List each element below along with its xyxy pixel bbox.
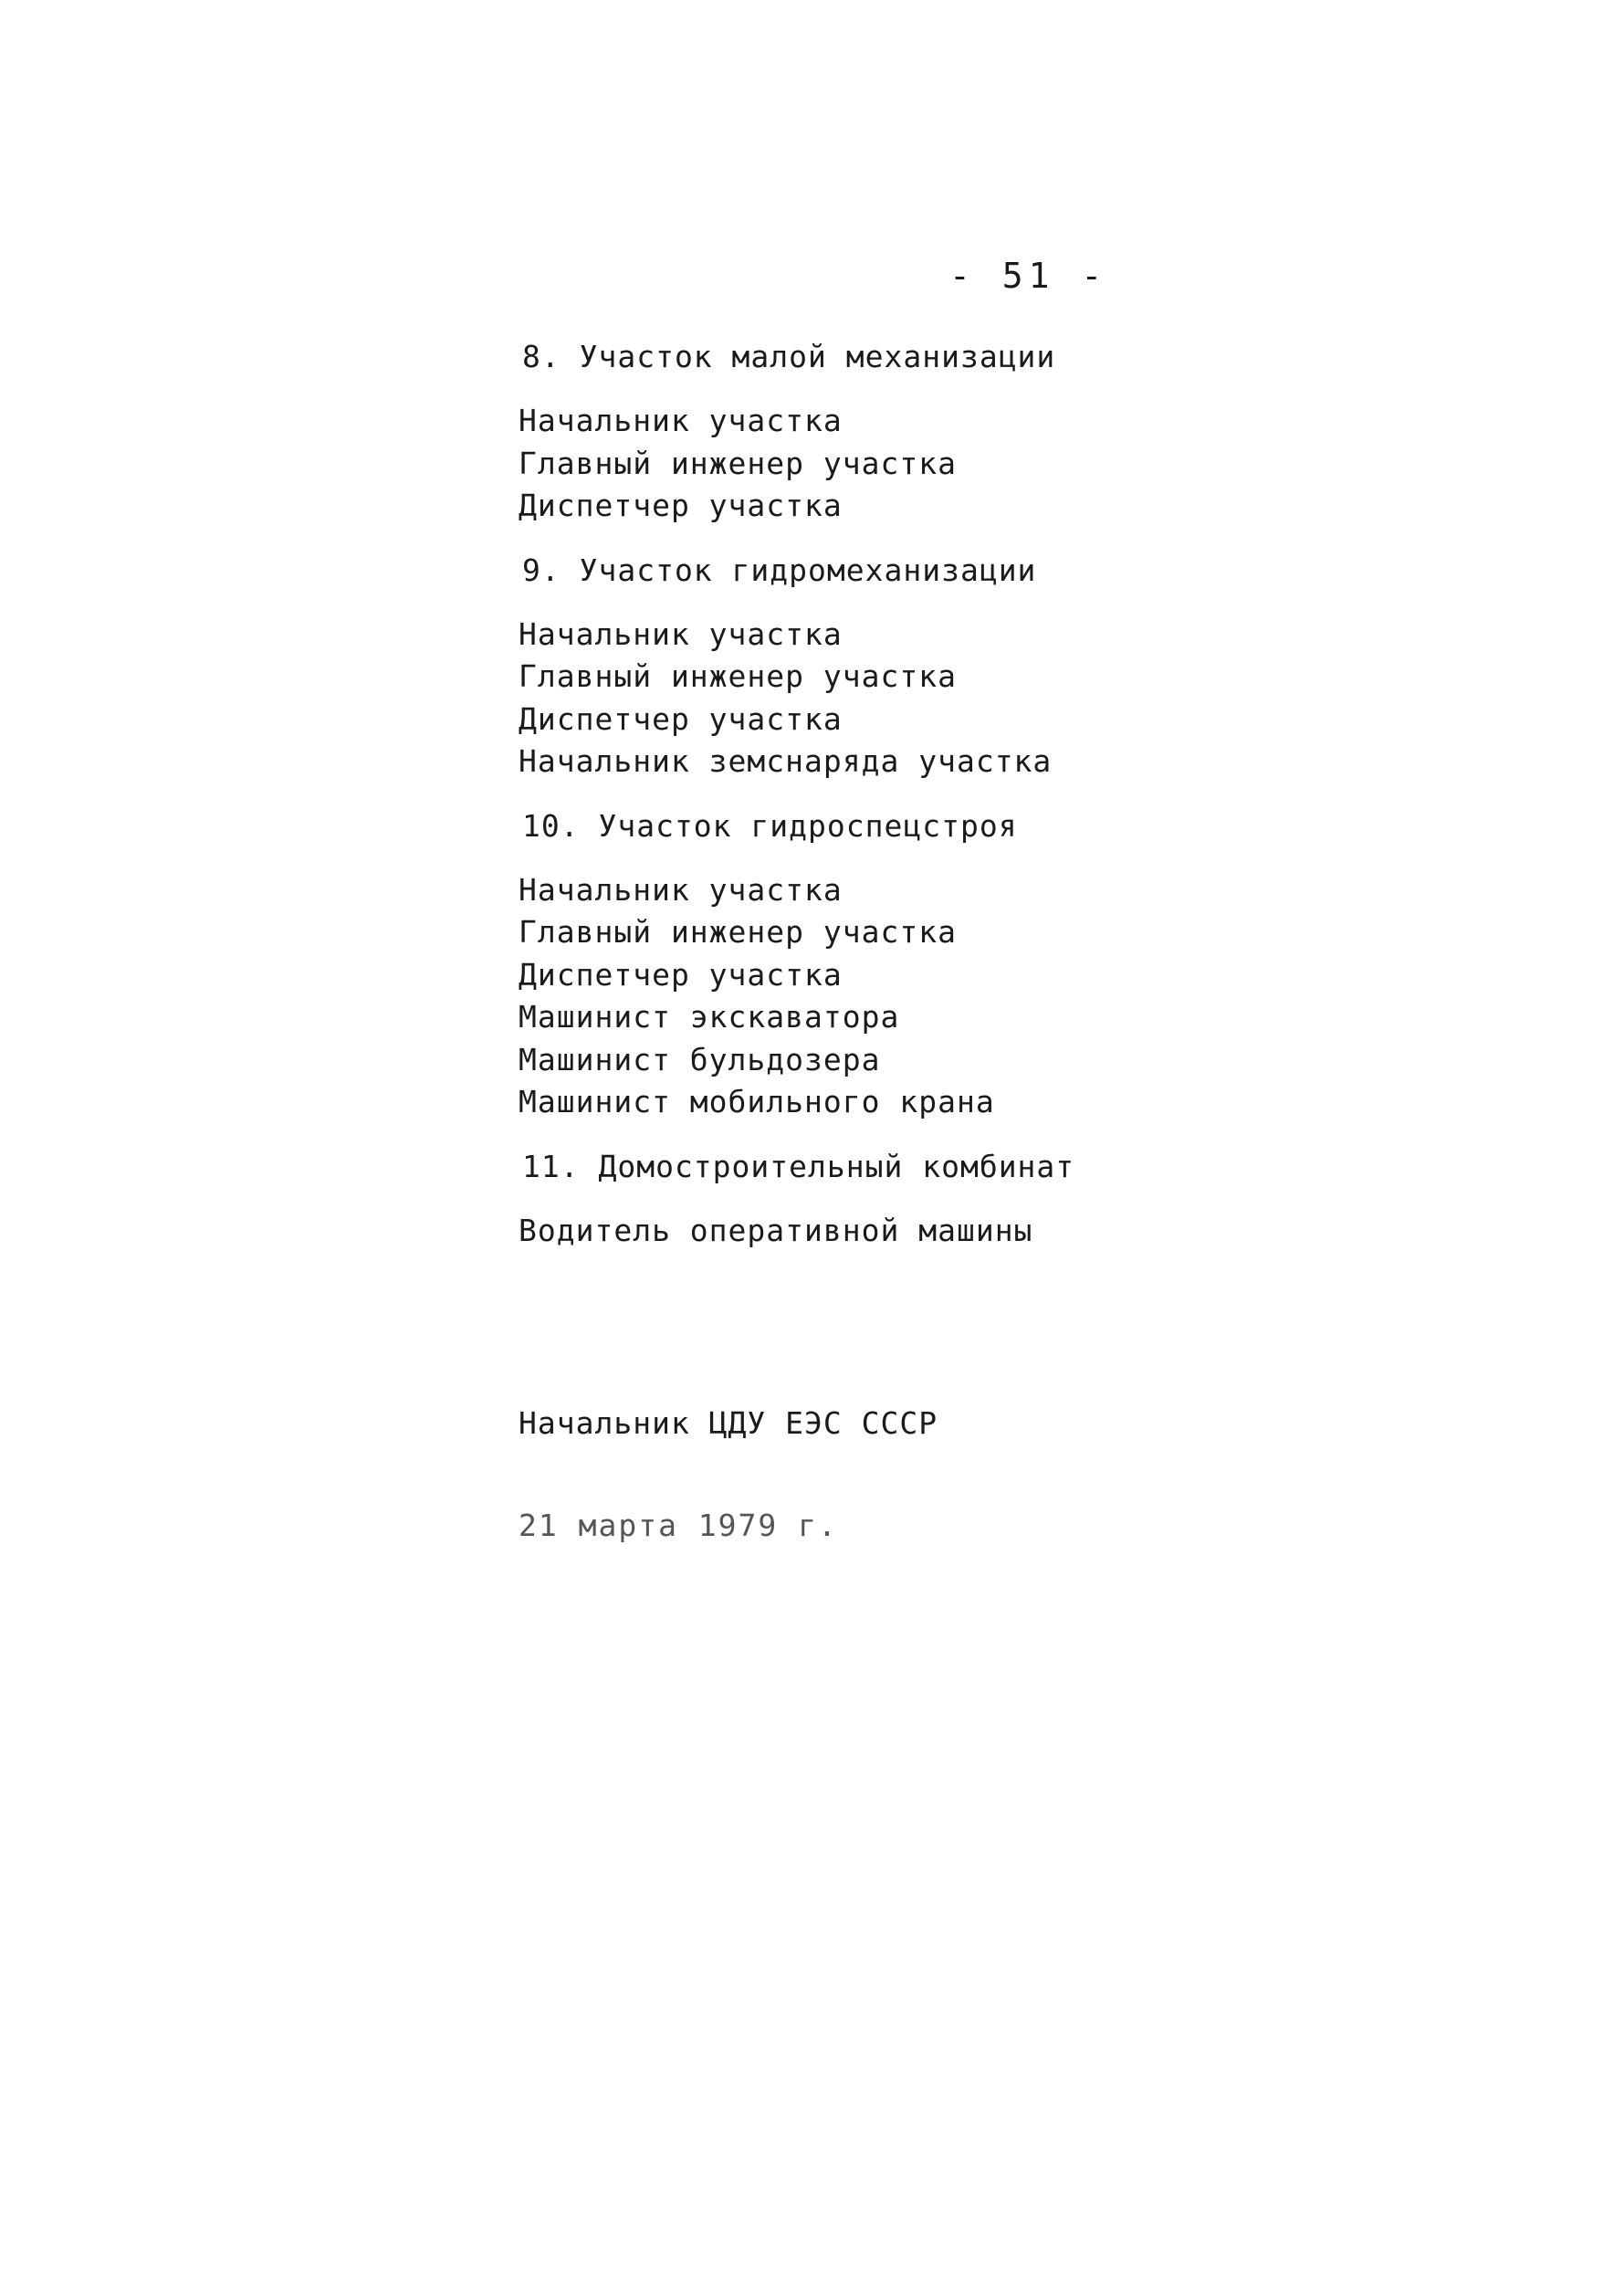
position-item: Начальник участка [519, 871, 843, 908]
section-heading: 10. Участок гидроспецстроя [522, 807, 1018, 844]
positions-list [519, 336, 1139, 1274]
position-item: Начальник участка [519, 615, 843, 652]
position-item: Машинист экскаватора [519, 999, 900, 1035]
position-list [519, 869, 1139, 1124]
section-heading: 11. Домостроительный комбинат [522, 1148, 1075, 1184]
section-house-building-plant [519, 1146, 1139, 1253]
position-item: Диспетчер участка [519, 956, 843, 993]
position-item: Начальник участка [519, 403, 843, 438]
position-item: Главный инженер участка [519, 658, 957, 694]
position-item: Водитель оперативной машины [519, 1212, 1033, 1248]
position-item: Диспетчер участка [519, 488, 843, 523]
position-item: Главный инженер участка [519, 914, 957, 950]
position-item: Начальник земснаряда участка [519, 743, 1053, 779]
position-list [519, 614, 1139, 783]
section-hydrospecstroy [519, 805, 1139, 1124]
section-small-mechanization [519, 336, 1139, 528]
position-item: Машинист мобильного крана [519, 1084, 995, 1119]
page-number: - 51 - [949, 256, 1108, 296]
section-hydromechanization [519, 550, 1139, 783]
signature-line: Начальник ЦДУ ЕЭС СССР [519, 1405, 938, 1441]
position-item: Главный инженер участка [519, 445, 957, 481]
section-heading: 8. Участок малой механизации [522, 339, 1056, 374]
position-list [519, 1210, 1139, 1253]
position-item: Машинист бульдозера [519, 1041, 881, 1077]
position-list [519, 400, 1139, 528]
section-heading: 9. Участок гидромеханизации [522, 552, 1037, 588]
document-date: 21 марта 1979 г. [519, 1508, 838, 1543]
position-item: Диспетчер участка [519, 700, 843, 737]
